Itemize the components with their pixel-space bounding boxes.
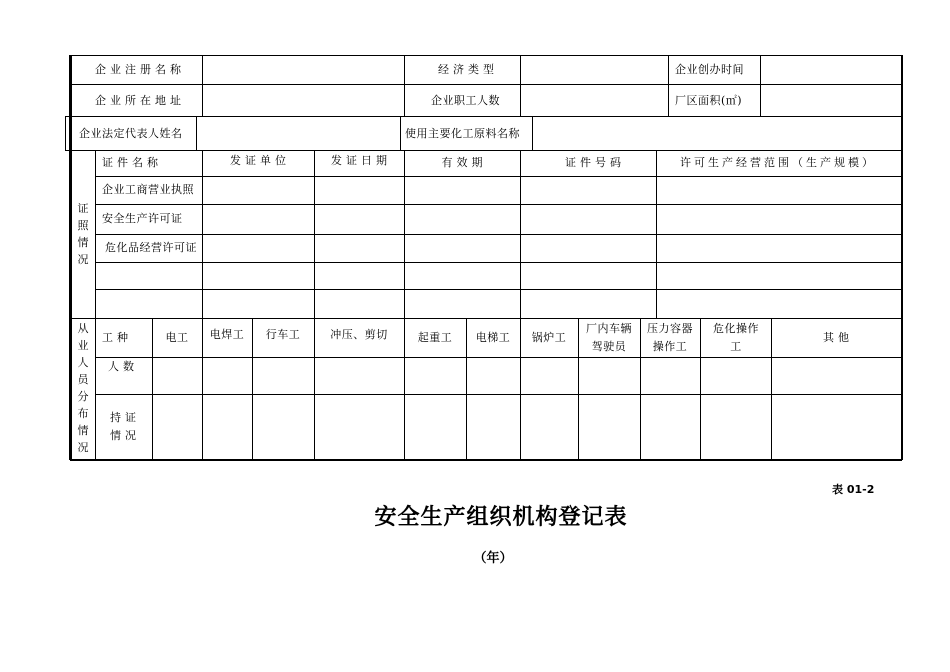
staff-type-label: 工种 [102, 331, 132, 344]
reg-name-label: 企业注册名称 [95, 63, 185, 76]
year-label: （年） [473, 551, 513, 566]
area-label: 厂区面积(㎡) [675, 94, 743, 107]
type-vehicle-line1: 厂内车辆 [586, 322, 632, 335]
cert-header-name: 证件名称 [102, 156, 162, 169]
type-vehicle-line2: 驾驶员 [591, 340, 627, 353]
cert-header-validity: 有效期 [441, 156, 487, 169]
type-hazchem-line2: 工 [730, 340, 742, 353]
type-electrician: 电工 [165, 331, 189, 344]
staff-cert-label-line1: 持证 [110, 411, 140, 424]
cert-header-scope: 许可生产经营范围（生产规模） [680, 156, 876, 169]
cert-row-hazchem-permit: 危化品经营许可证 [105, 241, 197, 254]
cert-header-issue-date: 发证日期 [331, 154, 391, 167]
type-elevator: 电梯工 [475, 331, 511, 344]
type-press-cutting: 冲压、剪切 [330, 328, 388, 341]
cert-row-business-license: 企业工商营业执照 [102, 183, 194, 196]
economic-type-label: 经济类型 [438, 63, 498, 76]
type-hoisting: 起重工 [417, 331, 453, 344]
cert-row-safety-permit: 安全生产许可证 [102, 212, 183, 225]
staff-cert-label-line2: 情况 [110, 429, 140, 442]
staff-count-label: 人数 [108, 360, 138, 373]
type-welder: 电焊工 [209, 328, 245, 341]
type-hazchem-line1: 危化操作 [713, 322, 759, 335]
cert-header-issuer: 发证单位 [230, 154, 290, 167]
type-crane-operator: 行车工 [265, 328, 301, 341]
legal-rep-label: 企业法定代表人姓名 [79, 127, 183, 140]
cert-header-number: 证件号码 [565, 156, 625, 169]
staff-side-label: 从业人员分布情况 [77, 322, 89, 454]
address-label: 企业所在地址 [95, 94, 185, 107]
type-boiler: 锅炉工 [531, 331, 567, 344]
employees-label: 企业职工人数 [431, 94, 500, 107]
founding-time-label: 企业创办时间 [675, 63, 744, 76]
chemicals-label: 使用主要化工原料名称 [405, 127, 520, 140]
certificates-side-label: 证照情况 [77, 202, 89, 266]
table-number: 表 01-2 [832, 483, 875, 496]
type-other: 其他 [823, 331, 853, 344]
type-pressure-line1: 压力容器 [647, 322, 693, 335]
page-title: 安全生产组织机构登记表 [374, 505, 628, 530]
type-pressure-line2: 操作工 [652, 340, 688, 353]
